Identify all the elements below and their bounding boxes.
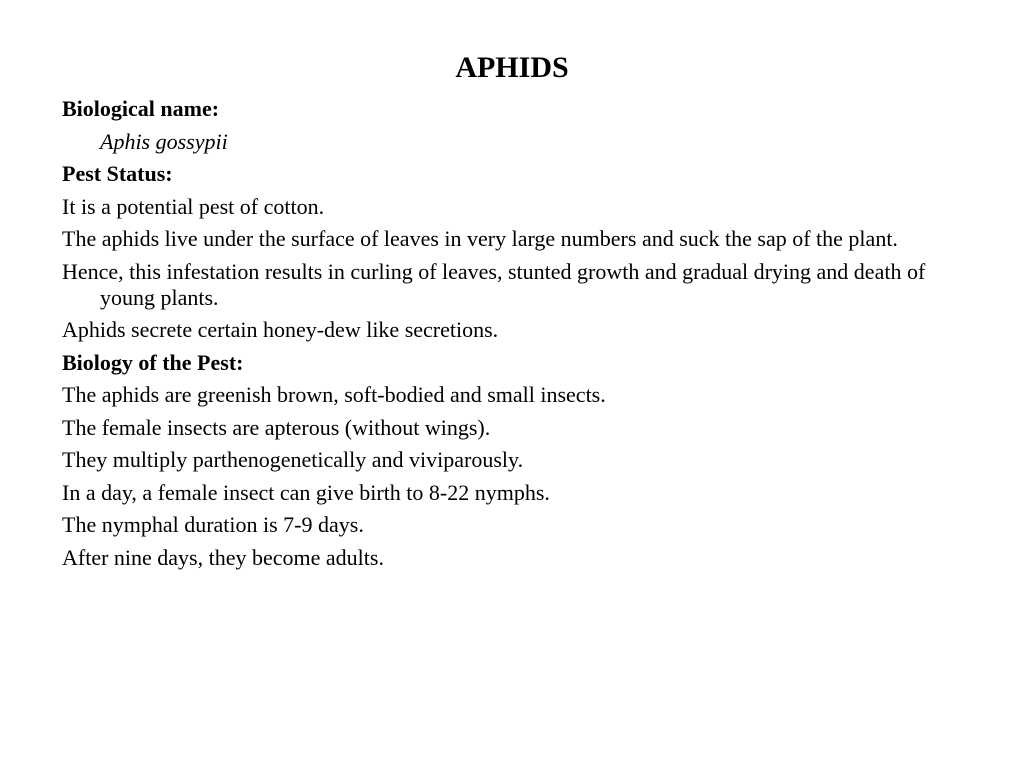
heading-biology-of-pest: Biology of the Pest: [62,349,244,375]
text-line: Hence, this infestation results in curling of leaves, stunted growth and gradual drying and death of young plants. [62,258,926,310]
slide-title: APHIDS [455,51,569,84]
heading-pest-status: Pest Status: [62,161,173,186]
text-line: The aphids are greenish brown, soft-bodied and small insects. [62,382,606,407]
text-line: They multiply parthenogenetically and viviparously. [62,447,524,472]
text-line: After nine days, they become adults. [62,544,384,570]
text-line: In a day, a female insect can give birth to 8-22 nymphs. [62,479,550,505]
scientific-name: Aphis gossypii [100,128,228,154]
slide-content [62,96,962,577]
text-line: The female insects are apterous (without wings). [62,414,491,440]
text-line: Aphids secrete certain honey-dew like secretions. [62,317,499,342]
heading-biological-name: Biological name: [62,96,220,121]
text-line: The nymphal duration is 7-9 days. [62,512,364,537]
text-line: The aphids live under the surface of leaves in very large numbers and suck the sap of the plant. [62,226,898,251]
text-line: It is a potential pest of cotton. [62,193,325,219]
